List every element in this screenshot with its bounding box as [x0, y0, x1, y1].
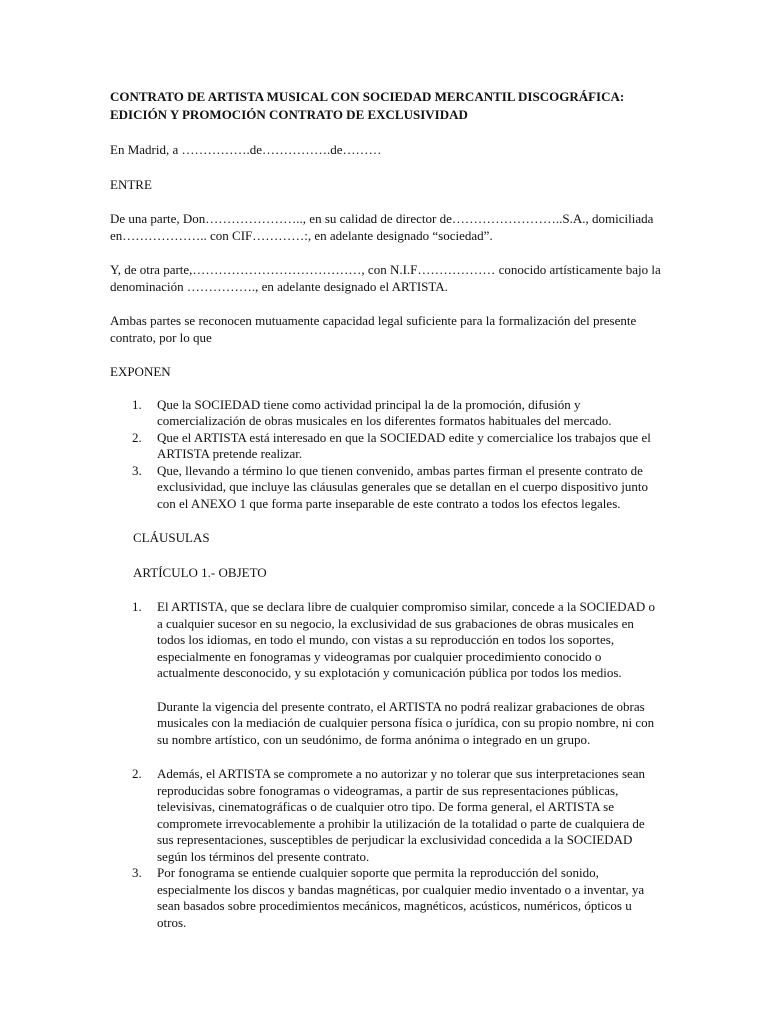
list-number: 1. [132, 599, 142, 614]
mutual-capacity: Ambas partes se reconocen mutuamente capacidad legal suficiente para la formalización del presente contrato, por lo que [110, 313, 637, 345]
list-item [110, 463, 662, 513]
heading-articulo-1: ARTÍCULO 1.- OBJETO [133, 564, 267, 580]
list-number: 3. [132, 462, 142, 478]
list-item [110, 397, 662, 430]
list-text: Que, llevando a término lo que tienen convenido, ambas partes firman el presente contrato de exclusividad, que incluye las cláusulas generales que se detallan en el cuerpo dispositivo junto con el ANEXO 1 que forma parte inseparable de este contrato a todos los efectos legales. [157, 462, 648, 511]
heading-clausulas: CLÁUSULAS [133, 530, 210, 545]
list-number: 1. [132, 396, 142, 412]
list-text: Además, el ARTISTA se compromete a no autorizar y no tolerar que sus interpretaciones sean reproducidas sobre fonogramas o videogramas, a partir de sus representaciones públicas, televisivas, cinematográficas o de cualquier otro tipo. De forma general, el ARTISTA se compromete irrevocablemente a prohibir la utilización de la totalidad o parte de cualquiera de sus representaciones, susceptibles de perjudicar la exclusividad concedida a la SOCIEDAD según los términos del presente contrato. [157, 766, 646, 864]
list-text: Que la SOCIEDAD tiene como actividad principal la de la promoción, difusión y comercialización de obras musicales en los diferentes formatos habituales del mercado. [157, 396, 612, 428]
list-item [110, 865, 662, 931]
title-line-1: CONTRATO DE ARTISTA MUSICAL CON SOCIEDAD MERCANTIL DISCOGRÁFICA: [110, 89, 625, 104]
list-number: 3. [132, 865, 142, 880]
document-title [110, 88, 662, 124]
title-line-2: EDICIÓN Y PROMOCIÓN CONTRATO DE EXCLUSIVIDAD [110, 107, 468, 122]
heading-exponen: EXPONEN [110, 364, 171, 379]
document-body [110, 88, 662, 931]
party-two: Y, de otra parte,…………………………………, con N.I.F……………… conocido artísticamente bajo la denominación ……………., en adelante designado el ARTISTA. [110, 262, 661, 294]
list-text: El ARTISTA, que se declara libre de cualquier compromiso similar, concede a la SOCIEDAD o a cualquier sucesor en su negocio, la exclusividad de sus grabaciones de obras musicales en todos los idiomas, en todo el mundo, con vistas a su reproducción en todos los soportes, especialmente en fonogramas y videogramas por cualquier procedimiento conocido o actualmente desconocido, y su explotación y comunicación pública por todos los medios. [157, 599, 656, 680]
exponen-list [110, 397, 662, 513]
list-item [110, 599, 662, 682]
articulo-1-list-continued [110, 766, 662, 931]
list-number: 2. [132, 429, 142, 445]
articulo-1-paragraph: Durante la vigencia del presente contrato, el ARTISTA no podrá realizar grabaciones de obras musicales con la mediación de cualquier persona física o jurídica, con su propio nombre, ni con su nombre artístico, con un seudónimo, de forma anónima o integrado en un grupo. [157, 698, 655, 747]
list-text: Por fonograma se entiende cualquier soporte que permita la reproducción del sonido, especialmente los discos y bandas magnéticas, por cualquier medio inventado o a inventar, ya sean basados sobre procedimientos mecánicos, magnéticos, acústicos, numéricos, ópticos u otros. [157, 865, 645, 930]
place-date: En Madrid, a …………….de…………….de……… [110, 142, 382, 157]
list-item [110, 766, 662, 865]
articulo-1-list [110, 599, 662, 682]
party-one: De una parte, Don………………….., en su calidad de director de……………………..S.A., domiciliada en……………….. con CIF…………:, en adelante designado “sociedad”. [110, 211, 654, 243]
heading-entre: ENTRE [110, 176, 152, 192]
list-text: Que el ARTISTA está interesado en que la SOCIEDAD edite y comercialice los trabajos que el ARTISTA pretende realizar. [157, 429, 651, 461]
list-item [110, 430, 662, 463]
list-number: 2. [132, 766, 142, 781]
